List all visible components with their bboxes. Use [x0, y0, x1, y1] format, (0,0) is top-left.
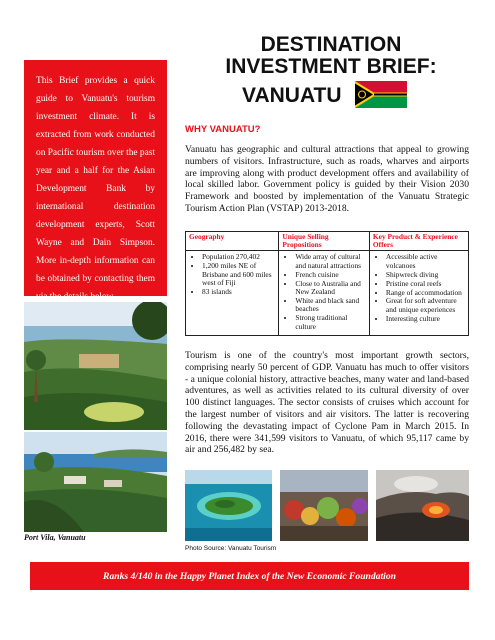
- list-item: • Population 270,402: [202, 253, 276, 261]
- list-item: • 1,200 miles NE of Brisbane and 600 miles west of Fiji: [202, 262, 276, 287]
- list-item: • Close to Australia and New Zealand: [295, 280, 367, 297]
- volcano-photo: [376, 470, 469, 541]
- brief-intro-text: This Brief provides a quick guide to Vanuatu's tourism investment climate. It is extracted from work conducted on Pacific tourism over the past year and a half for the Asian Development Bank by international destination development experts, Scott Wayne and Dain Simpson. More in-depth information can be obtained by contacting them via the details below.: [36, 76, 155, 302]
- photo-source-credit: Photo Source: Vanuatu Tourism: [185, 545, 277, 552]
- list-item: • Range of accommodation: [386, 289, 466, 297]
- offers-cell: [369, 251, 468, 335]
- intro-panel: [24, 60, 167, 302]
- list-item: • Interesting culture: [386, 315, 466, 323]
- table-header: Unique Selling Propositions: [279, 232, 370, 251]
- title-line-1: DESTINATION: [260, 33, 402, 56]
- title-line-3: VANUATU: [242, 84, 342, 107]
- tourism-paragraph: Tourism is one of the country's most important growth sectors, comprising nearly 50 percent of GDP. Vanuatu has much to offer visitors - a unique colonial history, attractive beaches, many water and land-based adventures, as well as activities related to its cultural diversity of over 100 distinct languages. The sector consists of cruises which account for the largest number of visitors and air visitors. The latter is recovering following the devastating impact of Cyclone Pam in March 2015. In 2016, there were 341,599 visitors to Vanuatu, of which 95,117 came by air and 256,482 by sea.: [185, 350, 469, 456]
- table-header-row: [186, 232, 469, 251]
- section-heading: WHY VANUATU?: [185, 124, 261, 135]
- footer-ranking-text: Ranks 4/140 in the Happy Planet Index of the New Economic Foundation: [103, 570, 396, 582]
- title-country: [242, 84, 342, 108]
- list-item: • White and black sand beaches: [295, 297, 367, 314]
- overview-table: [185, 231, 469, 336]
- list-item: • Strong traditional culture: [295, 314, 367, 331]
- usp-cell: [279, 251, 370, 335]
- list-item: • Wide array of cultural and natural attractions: [295, 253, 367, 270]
- photo-caption: Port Vila, Vanuatu: [24, 533, 86, 542]
- list-item: • Pristine coral reefs: [386, 280, 466, 288]
- list-item: • French cuisine: [295, 271, 367, 279]
- footer-banner: [30, 562, 469, 590]
- market-produce-photo: [280, 470, 368, 541]
- table-header: Key Product & Experience Offers: [369, 232, 468, 251]
- page-title: [196, 34, 466, 78]
- table-row: [186, 251, 469, 335]
- vanuatu-flag-icon: [355, 81, 407, 108]
- table-header: Geography: [186, 232, 279, 251]
- list-item: • 83 islands: [202, 288, 276, 296]
- title-line-2: INVESTMENT BRIEF:: [225, 55, 437, 78]
- list-item: • Great for soft adventure and unique experiences: [386, 297, 466, 314]
- list-item: • Shipwreck diving: [386, 271, 466, 279]
- list-item: • Accessible active volcanoes: [386, 253, 466, 270]
- coastal-garden-photo: [24, 302, 167, 430]
- intro-paragraph: Vanuatu has geographic and cultural attractions that appeal to growing numbers of visitors. Infrastructure, such as roads, wharves and airports are improving along with product development offers and availability of local skilled labor. Government policy is guided by their Vision 2030 Framework and boosted by implementation of the Vanuatu Strategic Tourism Action Plan (VSTAP) 2013-2018.: [185, 144, 469, 214]
- port-vila-photo: [24, 432, 167, 532]
- island-aerial-photo: [185, 470, 272, 541]
- geography-cell: [186, 251, 279, 335]
